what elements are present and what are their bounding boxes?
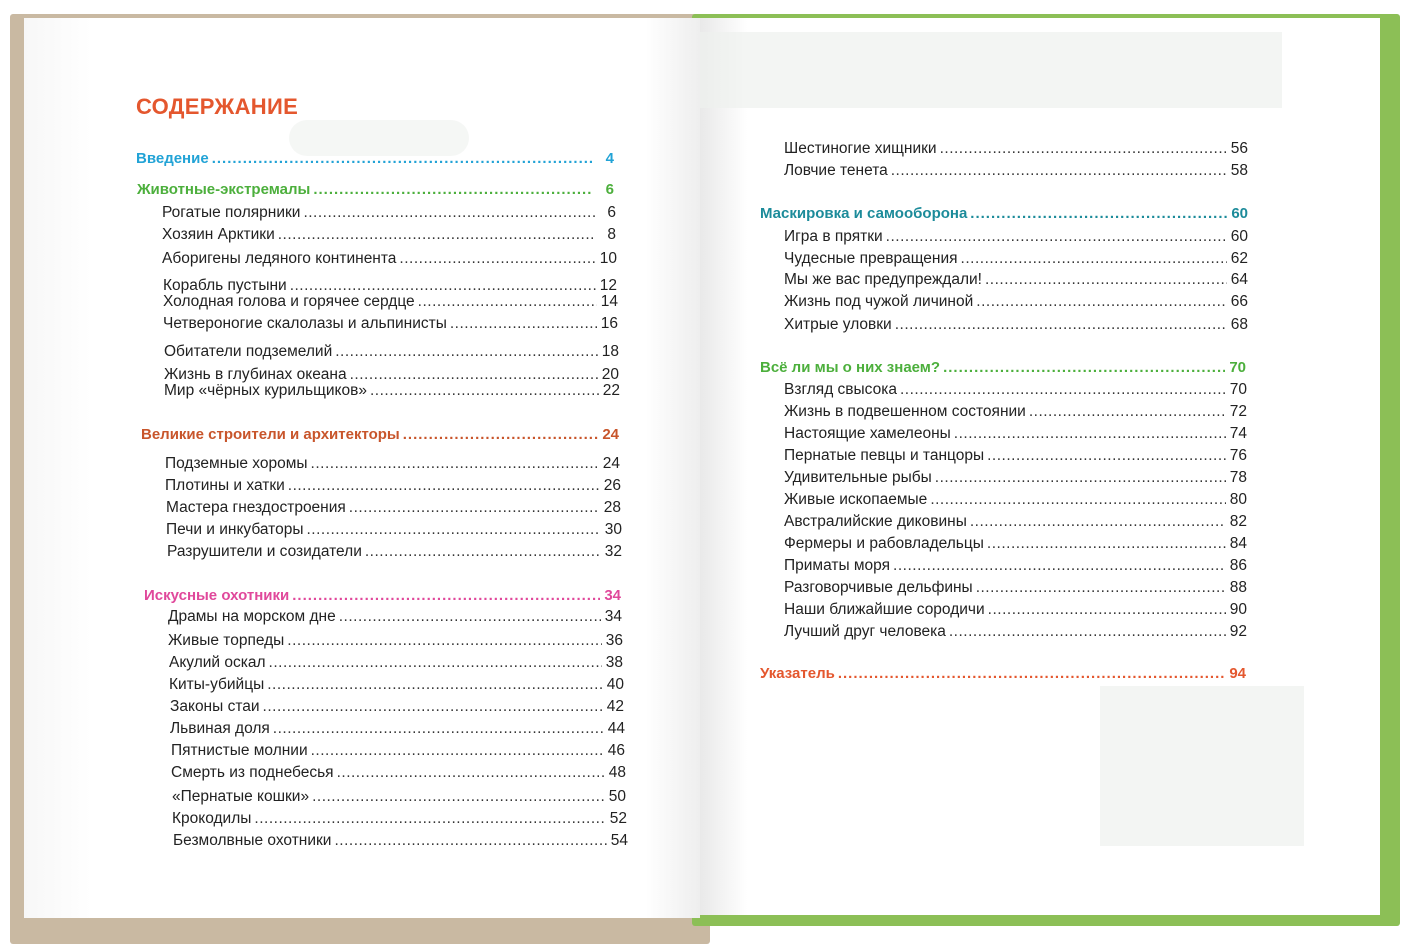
dot-leader — [269, 654, 602, 672]
toc-entry — [172, 810, 627, 828]
toc-section-heading — [136, 150, 614, 167]
page-number: 60 — [1231, 205, 1248, 222]
toc-section-heading — [760, 205, 1248, 222]
dot-leader — [267, 676, 603, 694]
toc-entry — [170, 720, 625, 738]
dot-leader — [1029, 403, 1226, 421]
dot-leader — [303, 204, 595, 222]
section-title: Маскировка и самооборона — [760, 205, 968, 222]
entry-title: Акулий оскал — [169, 654, 266, 671]
toc-entry — [784, 162, 1248, 180]
entry-title: Рогатые полярники — [162, 204, 301, 221]
section-title: Искусные охотники — [144, 587, 290, 604]
toc-entry — [784, 403, 1247, 421]
page-number: 82 — [1229, 513, 1247, 530]
page-number: 36 — [605, 632, 623, 649]
toc-entry — [784, 316, 1248, 334]
dot-leader — [212, 150, 593, 167]
dot-leader — [313, 181, 593, 198]
dot-leader — [935, 469, 1226, 487]
page-number: 64 — [1230, 271, 1248, 288]
page-number: 40 — [606, 676, 624, 693]
toc-entry — [784, 271, 1248, 289]
entry-title: Жизнь в подвешенном состоянии — [784, 403, 1026, 420]
dot-leader — [976, 579, 1226, 597]
entry-title: Лучший друг человека — [784, 623, 946, 640]
toc-section-heading — [137, 181, 614, 198]
section-title: Великие строители и архитекторы — [141, 426, 400, 443]
section-title: Указатель — [760, 665, 835, 682]
page-number: 52 — [609, 810, 627, 827]
dot-leader — [940, 140, 1227, 158]
toc-entry — [784, 601, 1247, 619]
entry-title: Крокодилы — [172, 810, 252, 827]
dot-leader — [306, 521, 601, 539]
page-number: 84 — [1229, 535, 1247, 552]
entry-title: Плотины и хатки — [165, 477, 285, 494]
toc-entry — [784, 535, 1247, 553]
page-number: 34 — [604, 608, 622, 625]
dot-leader — [961, 250, 1227, 268]
entry-title: Мир «чёрных курильщиков» — [164, 382, 367, 399]
dot-leader — [943, 359, 1225, 376]
dot-leader — [365, 543, 601, 561]
dot-leader — [335, 343, 598, 361]
page-number: 56 — [1230, 140, 1248, 157]
entry-title: Приматы моря — [784, 557, 891, 574]
entry-title: Печи и инкубаторы — [166, 521, 304, 538]
dot-leader — [886, 228, 1227, 246]
dot-leader — [288, 477, 600, 495]
page-number: 72 — [1229, 403, 1247, 420]
toc-entry — [169, 654, 623, 672]
dot-leader — [370, 382, 599, 400]
toc-entry — [173, 832, 628, 850]
show-through-image — [1100, 686, 1304, 846]
dot-leader — [287, 632, 602, 650]
show-through-image — [700, 32, 1282, 108]
toc-entry — [168, 632, 623, 650]
toc-entry — [784, 293, 1248, 311]
entry-title: Мы же вас предупреждали! — [784, 271, 982, 288]
toc-entry — [784, 469, 1247, 487]
toc-entry — [163, 315, 618, 333]
dot-leader — [970, 205, 1227, 222]
page-number: 58 — [1230, 162, 1248, 179]
dot-leader — [949, 623, 1226, 641]
entry-title: Смерть из поднебесья — [171, 764, 334, 781]
page-number: 60 — [1230, 228, 1248, 245]
dot-leader — [893, 557, 1226, 575]
toc-section-heading — [760, 359, 1246, 376]
dot-leader — [970, 513, 1226, 531]
entry-title: Законы стаи — [170, 698, 260, 715]
entry-title: Фермеры и рабовладельцы — [784, 535, 984, 552]
dot-leader — [987, 447, 1226, 465]
page-number: 44 — [607, 720, 625, 737]
toc-entry — [784, 579, 1247, 597]
toc-entry — [784, 140, 1248, 158]
toc-entry — [170, 698, 624, 716]
entry-title: Киты-убийцы — [169, 676, 265, 693]
page-number: 48 — [608, 764, 626, 781]
dot-leader — [954, 425, 1226, 443]
toc-entry — [166, 499, 621, 517]
page-number: 18 — [601, 343, 619, 360]
dot-leader — [838, 665, 1225, 682]
page-number: 20 — [601, 366, 619, 383]
entry-title: Живые торпеды — [168, 632, 285, 649]
toc-entry — [784, 447, 1247, 465]
page-number: 54 — [610, 832, 628, 849]
page-number: 88 — [1229, 579, 1247, 596]
toc-entry — [171, 742, 625, 760]
toc-entry — [172, 788, 626, 806]
entry-title: Ловчие тенета — [784, 162, 888, 179]
page-number: 34 — [604, 587, 621, 604]
entry-title: Хозяин Арктики — [162, 226, 275, 243]
page-number: 12 — [599, 277, 617, 294]
dot-leader — [399, 250, 596, 268]
dot-leader — [930, 491, 1226, 509]
dot-leader — [273, 720, 604, 738]
page-number: 90 — [1229, 601, 1247, 618]
entry-title: Удивительные рыбы — [784, 469, 932, 486]
entry-title: Игра в прятки — [784, 228, 883, 245]
page-number: 4 — [605, 150, 614, 167]
page-number: 6 — [605, 181, 614, 198]
entry-title: Аборигены ледяного континента — [162, 250, 397, 267]
page-number: 28 — [603, 499, 621, 516]
page-number: 16 — [600, 315, 618, 332]
toc-entry — [162, 204, 616, 222]
page-number: 50 — [608, 788, 626, 805]
section-title: Введение — [136, 150, 209, 167]
dot-leader — [987, 535, 1226, 553]
toc-entry — [784, 557, 1247, 575]
entry-title: Живые ископаемые — [784, 491, 928, 508]
toc-entry — [164, 343, 619, 361]
entry-title: Безмолвные охотники — [173, 832, 332, 849]
dot-leader — [900, 381, 1226, 399]
dot-leader — [349, 499, 600, 517]
page-number: 62 — [1230, 250, 1248, 267]
toc-entry — [168, 608, 622, 626]
dot-leader — [891, 162, 1227, 180]
toc-entry — [784, 425, 1247, 443]
page-number: 6 — [607, 204, 616, 221]
dot-leader — [311, 455, 599, 473]
page-number: 26 — [603, 477, 621, 494]
page-number: 66 — [1230, 293, 1248, 310]
page-number: 22 — [602, 382, 620, 399]
toc-entry — [171, 764, 626, 782]
dot-leader — [263, 698, 603, 716]
entry-title: Разрушители и созидатели — [167, 543, 362, 560]
entry-title: «Пернатые кошки» — [172, 788, 310, 805]
dot-leader — [985, 271, 1227, 289]
entry-title: Холодная голова и горячее сердце — [163, 293, 415, 310]
page-number: 46 — [607, 742, 625, 759]
toc-section-heading — [141, 426, 619, 443]
toc-entry — [167, 543, 622, 561]
entry-title: Жизнь под чужой личиной — [784, 293, 974, 310]
page-number: 70 — [1229, 359, 1246, 376]
entry-title: Шестиногие хищники — [784, 140, 937, 157]
page-number: 32 — [604, 543, 622, 560]
toc-entry — [784, 491, 1247, 509]
entry-title: Жизнь в глубинах океана — [164, 366, 347, 383]
page-number: 94 — [1229, 665, 1246, 682]
page-number: 76 — [1229, 447, 1247, 464]
entry-title: Взгляд свысока — [784, 381, 897, 398]
toc-entry — [165, 455, 620, 473]
entry-title: Хитрые уловки — [784, 316, 892, 333]
page-number: 8 — [607, 226, 616, 243]
toc-entry — [165, 477, 621, 495]
dot-leader — [254, 810, 606, 828]
toc-title: СОДЕРЖАНИЕ — [136, 94, 299, 119]
page-number: 10 — [599, 250, 617, 267]
page-number: 74 — [1229, 425, 1247, 442]
toc-section-heading — [760, 665, 1246, 682]
page-number: 78 — [1229, 469, 1247, 486]
toc-entry — [163, 293, 618, 311]
entry-title: Обитатели подземелий — [164, 343, 333, 360]
toc-section-heading — [144, 587, 621, 604]
toc-entry — [784, 228, 1248, 246]
page-number: 24 — [602, 426, 619, 443]
page-number: 86 — [1229, 557, 1247, 574]
page-number: 80 — [1229, 491, 1247, 508]
entry-title: Чудесные превращения — [784, 250, 958, 267]
entry-title: Пернатые певцы и танцоры — [784, 447, 985, 464]
dot-leader — [334, 832, 607, 850]
page-number: 92 — [1229, 623, 1247, 640]
page-number: 38 — [605, 654, 623, 671]
page-number: 24 — [602, 455, 620, 472]
dot-leader — [337, 764, 605, 782]
dot-leader — [312, 788, 605, 806]
entry-title: Наши ближайшие сородичи — [784, 601, 985, 618]
dot-leader — [292, 587, 600, 604]
dot-leader — [339, 608, 601, 626]
entry-title: Львиная доля — [170, 720, 270, 737]
toc-entry — [162, 250, 617, 268]
toc-entry — [784, 250, 1248, 268]
toc-entry — [784, 381, 1247, 399]
toc-entry — [164, 382, 620, 400]
entry-title: Корабль пустыни — [163, 277, 287, 294]
page-number: 14 — [600, 293, 618, 310]
entry-title: Австралийские диковины — [784, 513, 967, 530]
page-number: 68 — [1230, 316, 1248, 333]
dot-leader — [418, 293, 597, 311]
entry-title: Драмы на морском дне — [168, 608, 336, 625]
entry-title: Разговорчивые дельфины — [784, 579, 973, 596]
dot-leader — [988, 601, 1226, 619]
page-number: 42 — [606, 698, 624, 715]
page-number: 30 — [604, 521, 622, 538]
entry-title: Настоящие хамелеоны — [784, 425, 951, 442]
section-title: Всё ли мы о них знаем? — [760, 359, 941, 376]
dot-leader — [895, 316, 1227, 334]
dot-leader — [311, 742, 604, 760]
entry-title: Подземные хоромы — [165, 455, 308, 472]
dot-leader — [278, 226, 595, 244]
toc-entry — [784, 623, 1247, 641]
dot-leader — [403, 426, 598, 443]
toc-entry — [169, 676, 624, 694]
dot-leader — [976, 293, 1227, 311]
toc-entry — [162, 226, 616, 244]
toc-entry — [784, 513, 1247, 531]
dot-leader — [450, 315, 597, 333]
page-number: 70 — [1229, 381, 1247, 398]
entry-title: Четвероногие скалолазы и альпинисты — [163, 315, 447, 332]
toc-entry — [166, 521, 622, 539]
section-title: Животные-экстремалы — [137, 181, 311, 198]
entry-title: Мастера гнездостроения — [166, 499, 346, 516]
entry-title: Пятнистые молнии — [171, 742, 308, 759]
